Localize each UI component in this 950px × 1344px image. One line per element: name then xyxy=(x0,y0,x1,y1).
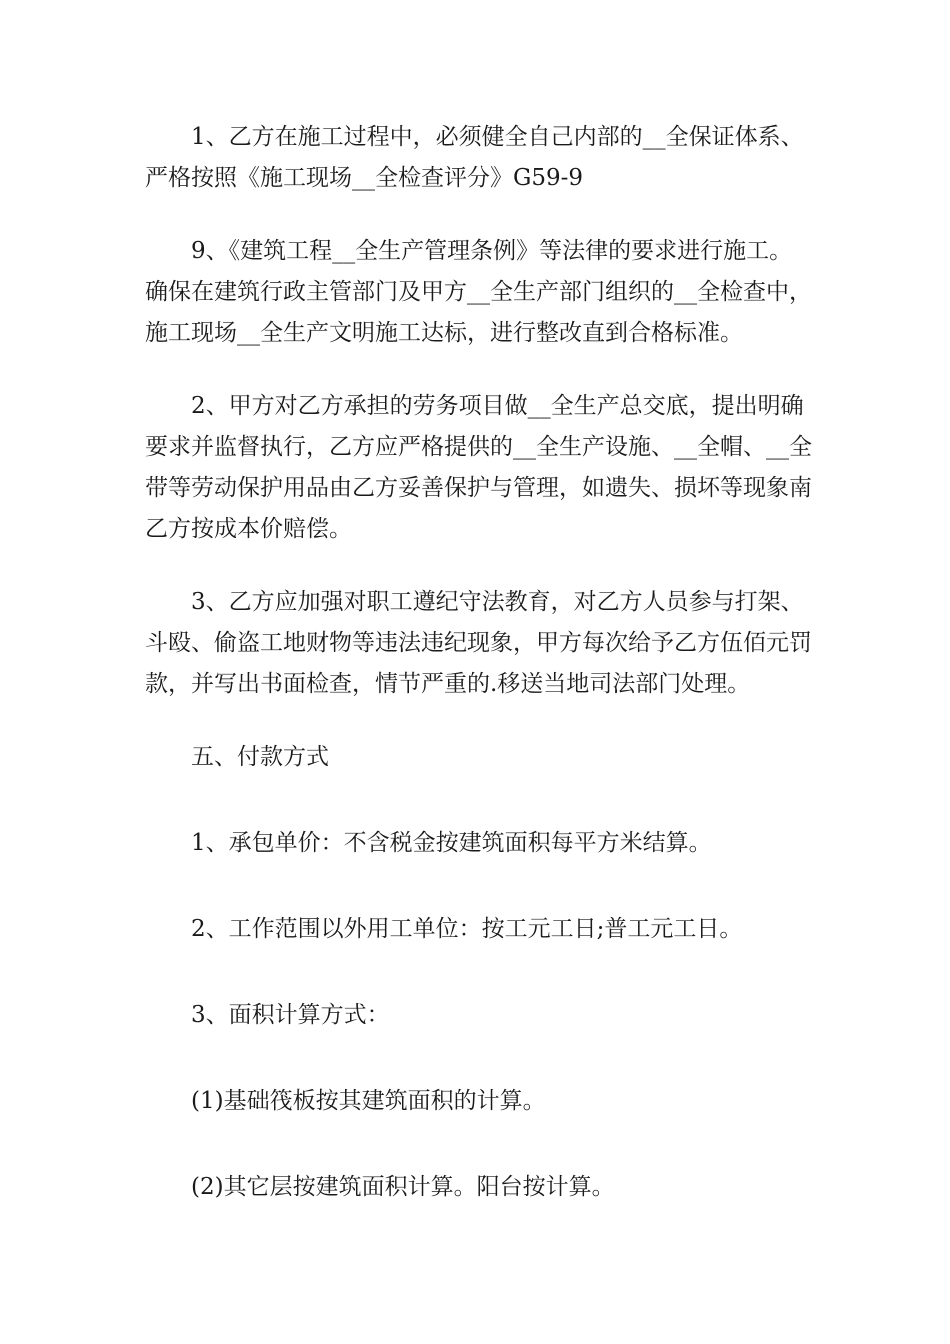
paragraph-safety-briefing: 2、甲方对乙方承担的劳务项目做__全生产总交底，提出明确要求并监督执行，乙方应严格提供的__全生产设施、__全帽、__全带等劳动保护用品由乙方妥善保护与管理，如遗失、损坏等现象南乙方按成本价赔偿。 xyxy=(145,393,812,542)
paragraph-discipline: 3、乙方应加强对职工遵纪守法教育，对乙方人员参与打架、斗殴、偷盗工地财物等违法违纪现象，甲方每次给予乙方伍佰元罚款，并写出书面检查，情节严重的.移送当地司法部门处理。 xyxy=(145,589,812,697)
paragraph-unit-price: 1、承包单价：不含税金按建筑面积每平方米结算。 xyxy=(191,830,712,856)
paragraph-other-floors: (2)其它层按建筑面积计算。阳台按计算。 xyxy=(191,1174,615,1200)
paragraph-regulations: 9、《建筑工程__全生产管理条例》等法律的要求进行施工。确保在建筑行政主管部门及甲方__全生产部门组织的__全检查中，施工现场__全生产文明施工达标，进行整改直到合格标准。 xyxy=(145,238,812,346)
paragraph-safety-system: 1、乙方在施工过程中，必须健全自己内部的__全保证体系、严格按照《施工现场__全检查评分》G59-9 xyxy=(145,124,804,191)
paragraph-foundation-area: (1)基础筏板按其建筑面积的计算。 xyxy=(191,1088,546,1114)
paragraph-area-calculation: 3、面积计算方式： xyxy=(191,1002,390,1028)
section-heading-payment: 五、付款方式 xyxy=(191,744,329,770)
document-body xyxy=(145,117,815,1253)
paragraph-extra-labor: 2、工作范围以外用工单位：按工元工日;普工元工日。 xyxy=(191,916,743,942)
